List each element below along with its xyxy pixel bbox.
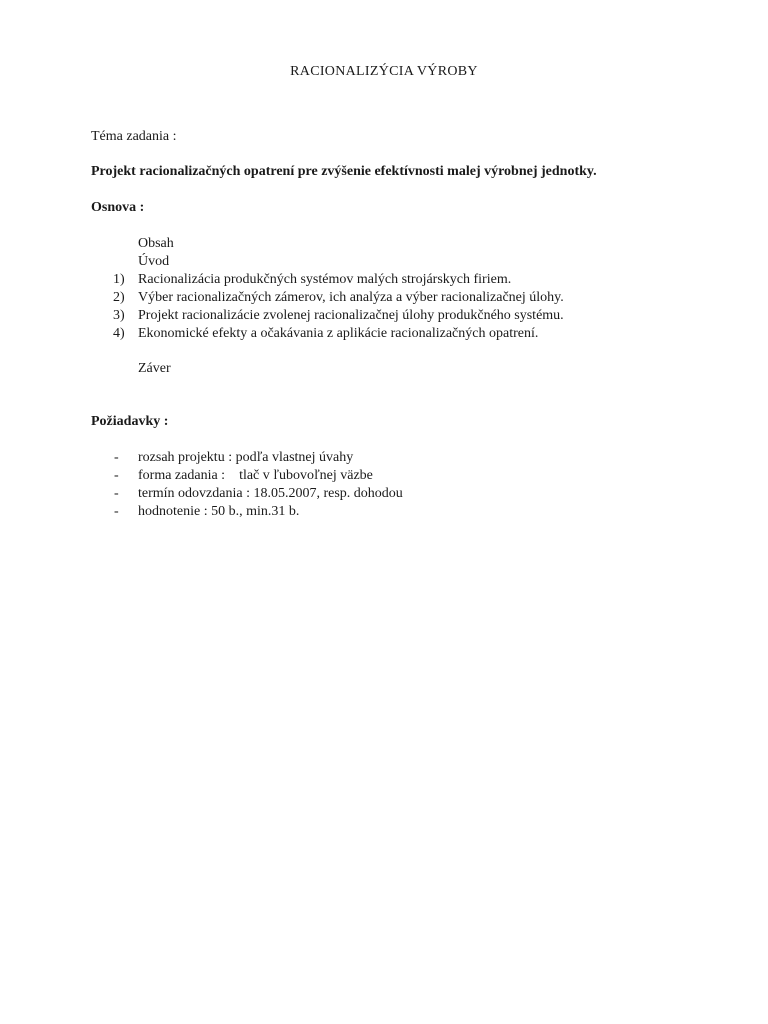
outline-item-uvod: Úvod: [138, 254, 170, 269]
bullet-dash: -: [114, 486, 119, 501]
list-item-text: Výber racionalizačných zámerov, ich analýza a výber racionalizačnej úlohy.: [138, 290, 564, 305]
theme-text: Projekt racionalizačných opatrení pre zvýšenie efektívnosti malej výrobnej jednotky.: [91, 164, 597, 179]
bullet-dash: -: [114, 468, 119, 483]
theme-label: Téma zadania :: [91, 129, 177, 144]
requirement-text: hodnotenie : 50 b., min.31 b.: [138, 504, 300, 519]
list-item-text: Projekt racionalizácie zvolenej racionalizačnej úlohy produkčného systému.: [138, 308, 564, 323]
document-title: RACIONALIZÝCIA VÝROBY: [290, 64, 478, 79]
requirement-text: forma zadania : tlač v ľubovoľnej väzbe: [138, 468, 373, 483]
list-item-number: 4): [113, 326, 125, 341]
outline-item-obsah: Obsah: [138, 236, 174, 251]
outline-item-zaver: Záver: [138, 361, 171, 376]
requirement-text: rozsah projektu : podľa vlastnej úvahy: [138, 450, 354, 465]
list-item-text: Racionalizácia produkčných systémov malých strojárskych firiem.: [138, 272, 512, 287]
outline-heading: Osnova :: [91, 200, 145, 215]
list-item-number: 3): [113, 308, 125, 323]
list-item-number: 1): [113, 272, 125, 287]
requirement-text: termín odovzdania : 18.05.2007, resp. dohodou: [138, 486, 403, 501]
requirements-heading: Požiadavky :: [91, 414, 169, 429]
bullet-dash: -: [114, 504, 119, 519]
bullet-dash: -: [114, 450, 119, 465]
list-item-text: Ekonomické efekty a očakávania z aplikácie racionalizačných opatrení.: [138, 326, 539, 341]
list-item-number: 2): [113, 290, 125, 305]
